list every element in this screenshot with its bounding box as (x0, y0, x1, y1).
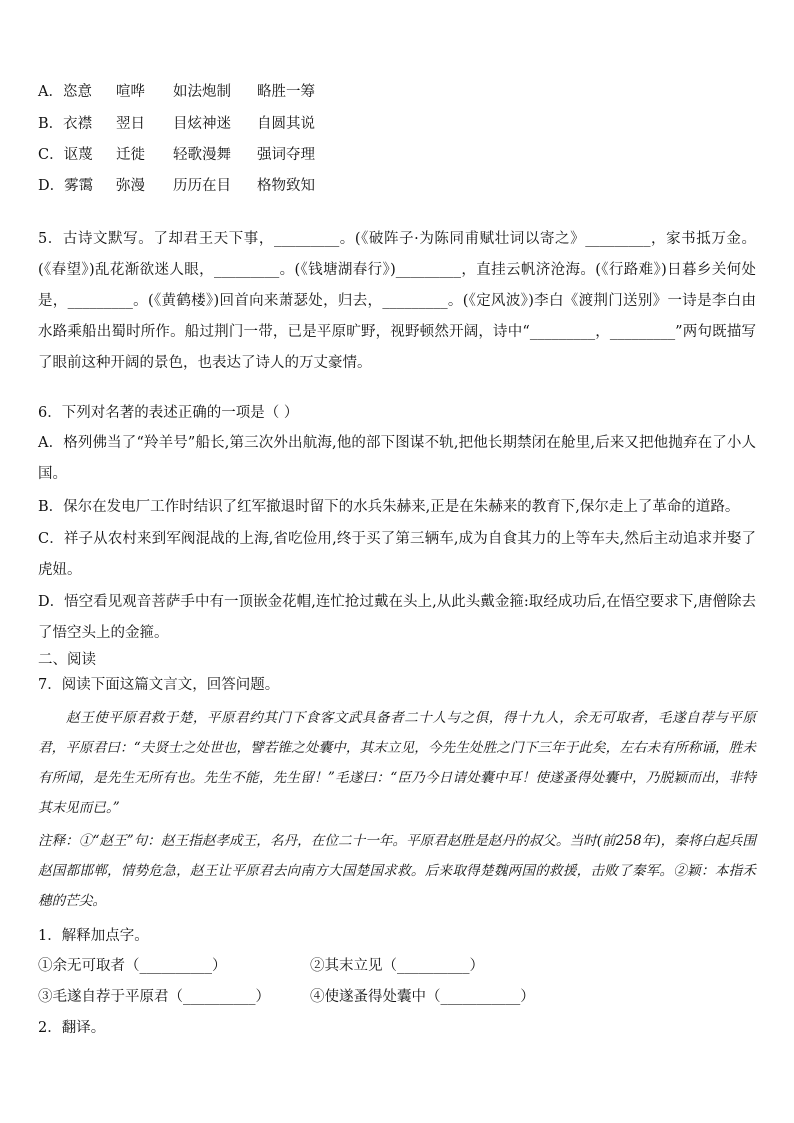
blank-4[interactable]: ④使遂蚤得处囊中（___________） (310, 989, 535, 1005)
option-word: 弥漫 (116, 178, 145, 194)
section-heading: 二、阅读 (38, 652, 96, 668)
question-6-option-b: B．保尔在发电厂工作时结识了红军撤退时留下的水兵朱赫来,正是在朱赫来的教育下,保尔走上了革命的道路。 (38, 499, 740, 515)
question-6-option-a: A．格列佛当了“羚羊号”船长,第三次外出航海,他的部下图谋不轨,把他长期禁闭在舱里,后来又把他抛弃在了小人国。 (38, 435, 756, 482)
option-word: 喧哗 (116, 84, 145, 100)
option-word: 历历在目 (173, 178, 231, 194)
option-word: 如法炮制 (173, 84, 231, 100)
classical-passage: 赵王使平原君救于楚，平原君约其门下食客文武具备者二十人与之俱，得十九人，余无可取者，毛遂自荐与平原君，平原君曰：“夫贤士之处世也，譬若锥之处囊中，其末立见，今先生处胜之门下三年于此矣，左右未有所称诵，胜未有所闻，是先生无所有也。先生不能，先生留！”毛遂曰：“臣乃今日请处囊中耳！使遂蚤得处囊中，乃脱颖而出，非特其末见而已。” (38, 710, 756, 816)
subquestion-1: 1．解释加点字。 (38, 928, 149, 944)
question-6-option-d: D．悟空看见观音菩萨手中有一顶嵌金花帽,连忙抢过戴在头上,从此头戴金箍:取经成功后,在悟空要求下,唐僧除去了悟空头上的金箍。 (38, 594, 756, 641)
passage-note: 注释：①“赵王”句：赵王指赵孝成王，名丹，在位二十一年。平原君赵胜是赵丹的叔父。当时(前258年)，秦将白起兵围赵国都邯郸，情势危急，赵王让平原君去向南方大国楚国求救。后来取得楚魏两国的救援，击败了秦军。②颖：本指禾穗的芒尖。 (38, 833, 756, 909)
blank-1[interactable]: ①余无可取者（__________） (38, 958, 227, 974)
blank-3[interactable]: ③毛遂自荐于平原君（__________） (38, 989, 270, 1005)
option-label: C．讴蔑 (38, 147, 93, 163)
blank-2[interactable]: ②其末立见（__________） (310, 958, 484, 974)
option-label: B．衣襟 (38, 116, 93, 132)
option-word: 强词夺理 (257, 147, 315, 163)
option-word: 格物致知 (257, 178, 315, 194)
option-word: 轻歌漫舞 (173, 147, 231, 163)
question-5: 5．古诗文默写。了却君王天下事，_________。(《破阵子·为陈同甫赋壮词以寄之》_________，家书抵万金。(《春望》)乱花渐欲迷人眼，_________。(《钱塘湖春行》)_________，直挂云帆济沧海。(《行路难》)日暮乡关何处是，_________。(《黄鹤楼》)回首向来萧瑟处，归去，_________。(《定风波》)李白《渡荆门送别》一诗是李白由水路乘船出蜀时所作。船过荆门一带，已是平原旷野，视野顿然开阔，诗中“_________，_________”两句既描写了眼前这种开阔的景色，也表达了诗人的万丈豪情。 (38, 231, 756, 371)
question-6-stem: 6．下列对名著的表述正确的一项是（ ） (38, 405, 299, 421)
question-6-option-c: C．祥子从农村来到军阀混战的上海,省吃俭用,终于买了第三辆车,成为自食其力的上等车夫,然后主动追求并娶了虎妞。 (38, 531, 756, 578)
question-7-stem: 7．阅读下面这篇文言文，回答问题。 (38, 677, 280, 693)
option-word: 自圆其说 (257, 116, 315, 132)
option-label: D．雾霭 (38, 178, 94, 194)
option-word: 迁徙 (116, 147, 145, 163)
option-word: 翌日 (116, 116, 145, 132)
option-label: A．恣意 (38, 84, 92, 100)
option-word: 目炫神迷 (173, 116, 231, 132)
option-word: 略胜一筹 (257, 84, 315, 100)
subquestion-2: 2．翻译。 (38, 1020, 106, 1036)
